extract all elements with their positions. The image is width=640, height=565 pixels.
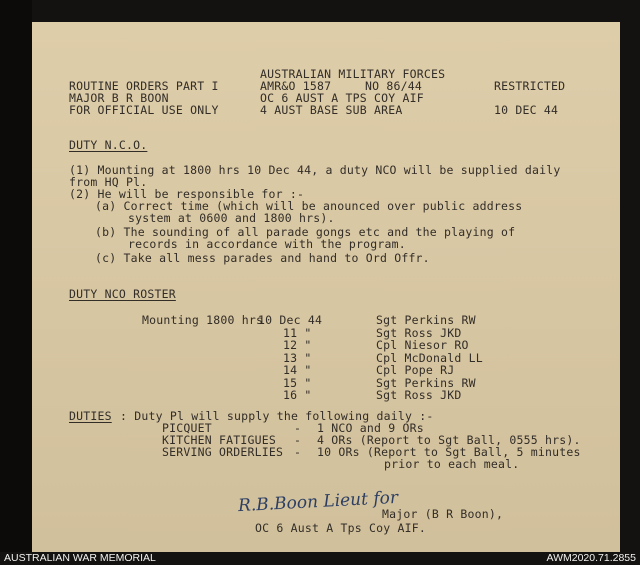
duty-separator: - [294, 421, 302, 435]
header-amro: AMR&O 1587 [260, 79, 332, 93]
header-amf: AUSTRALIAN MILITARY FORCES [260, 67, 446, 81]
scan-border [0, 0, 32, 552]
header-routine-orders: ROUTINE ORDERS PART I [69, 79, 219, 93]
signature-rank: Major (B R Boon), [382, 507, 504, 521]
signature-unit: OC 6 Aust A Tps Coy AIF. [255, 521, 426, 535]
roster-day: 16 " [283, 388, 312, 402]
duties-continuation: prior to each meal. [384, 457, 520, 471]
header-restricted: RESTRICTED [494, 79, 566, 93]
header-official-use: FOR OFFICIAL USE ONLY [69, 103, 219, 117]
footer-source: AUSTRALIAN WAR MEMORIAL [4, 552, 156, 564]
para-2: (2) He will be responsible for :- [69, 187, 305, 201]
roster-day: 15 " [283, 375, 312, 390]
duty-separator: - [294, 445, 302, 459]
roster-day: 14 " [283, 363, 312, 377]
duties-intro: : Duty Pl will supply the following daily :- [120, 409, 434, 423]
header-area: 4 AUST BASE SUB AREA [260, 103, 403, 117]
roster-name: Cpl Niesor RO [376, 338, 469, 352]
header-major: MAJOR B R BOON [69, 91, 169, 105]
duties-heading: DUTIES [69, 409, 112, 423]
item-a: (a) Correct time (which will be anounced over public address [95, 199, 523, 213]
roster-day: 11 " [283, 325, 312, 340]
duty-separator: - [294, 433, 302, 447]
header-date: 10 DEC 44 [494, 103, 559, 117]
roster-day: 12 " [283, 338, 312, 352]
para-1: (1) Mounting at 1800 hrs 10 Dec 44, a duty NCO will be supplied daily [69, 163, 561, 177]
roster-day: 10 Dec 44 [258, 313, 323, 327]
handwritten-signature: R.B.Boon Lieut for [237, 487, 399, 517]
item-c: (c) Take all mess parades and hand to Ord Offr. [95, 251, 430, 265]
roster-name: Cpl McDonald LL [376, 350, 483, 365]
roster-heading: DUTY NCO ROSTER [69, 287, 176, 301]
duty-name: PICQUET [162, 421, 212, 435]
item-b: (b) The sounding of all parade gongs etc and the playing of [95, 225, 516, 239]
para-1-cont: from HQ Pl. [69, 175, 148, 189]
duty-name: KITCHEN FATIGUES [162, 433, 276, 447]
duty-detail: 4 ORs (Report to Sgt Ball, 0555 hrs). [317, 433, 581, 447]
header-unit: OC 6 AUST A TPS COY AIF [260, 91, 424, 105]
roster-name: Sgt Perkins RW [376, 313, 476, 327]
header-number: NO 86/44 [365, 79, 422, 93]
item-a-cont: system at 0600 and 1800 hrs). [128, 211, 335, 225]
duty-detail: 10 ORs (Report to Sgt Ball, 5 minutes [317, 445, 581, 459]
document-page [32, 22, 620, 552]
roster-name: Sgt Ross JKD [376, 325, 462, 340]
item-b-cont: records in accordance with the program. [128, 237, 406, 251]
roster-name: Cpl Pope RJ [376, 363, 455, 377]
roster-name: Sgt Perkins RW [376, 375, 476, 390]
roster-name: Sgt Ross JKD [376, 388, 462, 402]
duty-nco-heading: DUTY N.C.O. [69, 138, 148, 152]
footer-accession: AWM2020.71.2855 [546, 552, 636, 564]
duty-name: SERVING ORDERLIES [162, 445, 284, 459]
roster-day: 13 " [283, 350, 312, 365]
duty-detail: 1 NCO and 9 ORs [317, 421, 424, 435]
roster-label: Mounting 1800 hrs [142, 313, 264, 327]
